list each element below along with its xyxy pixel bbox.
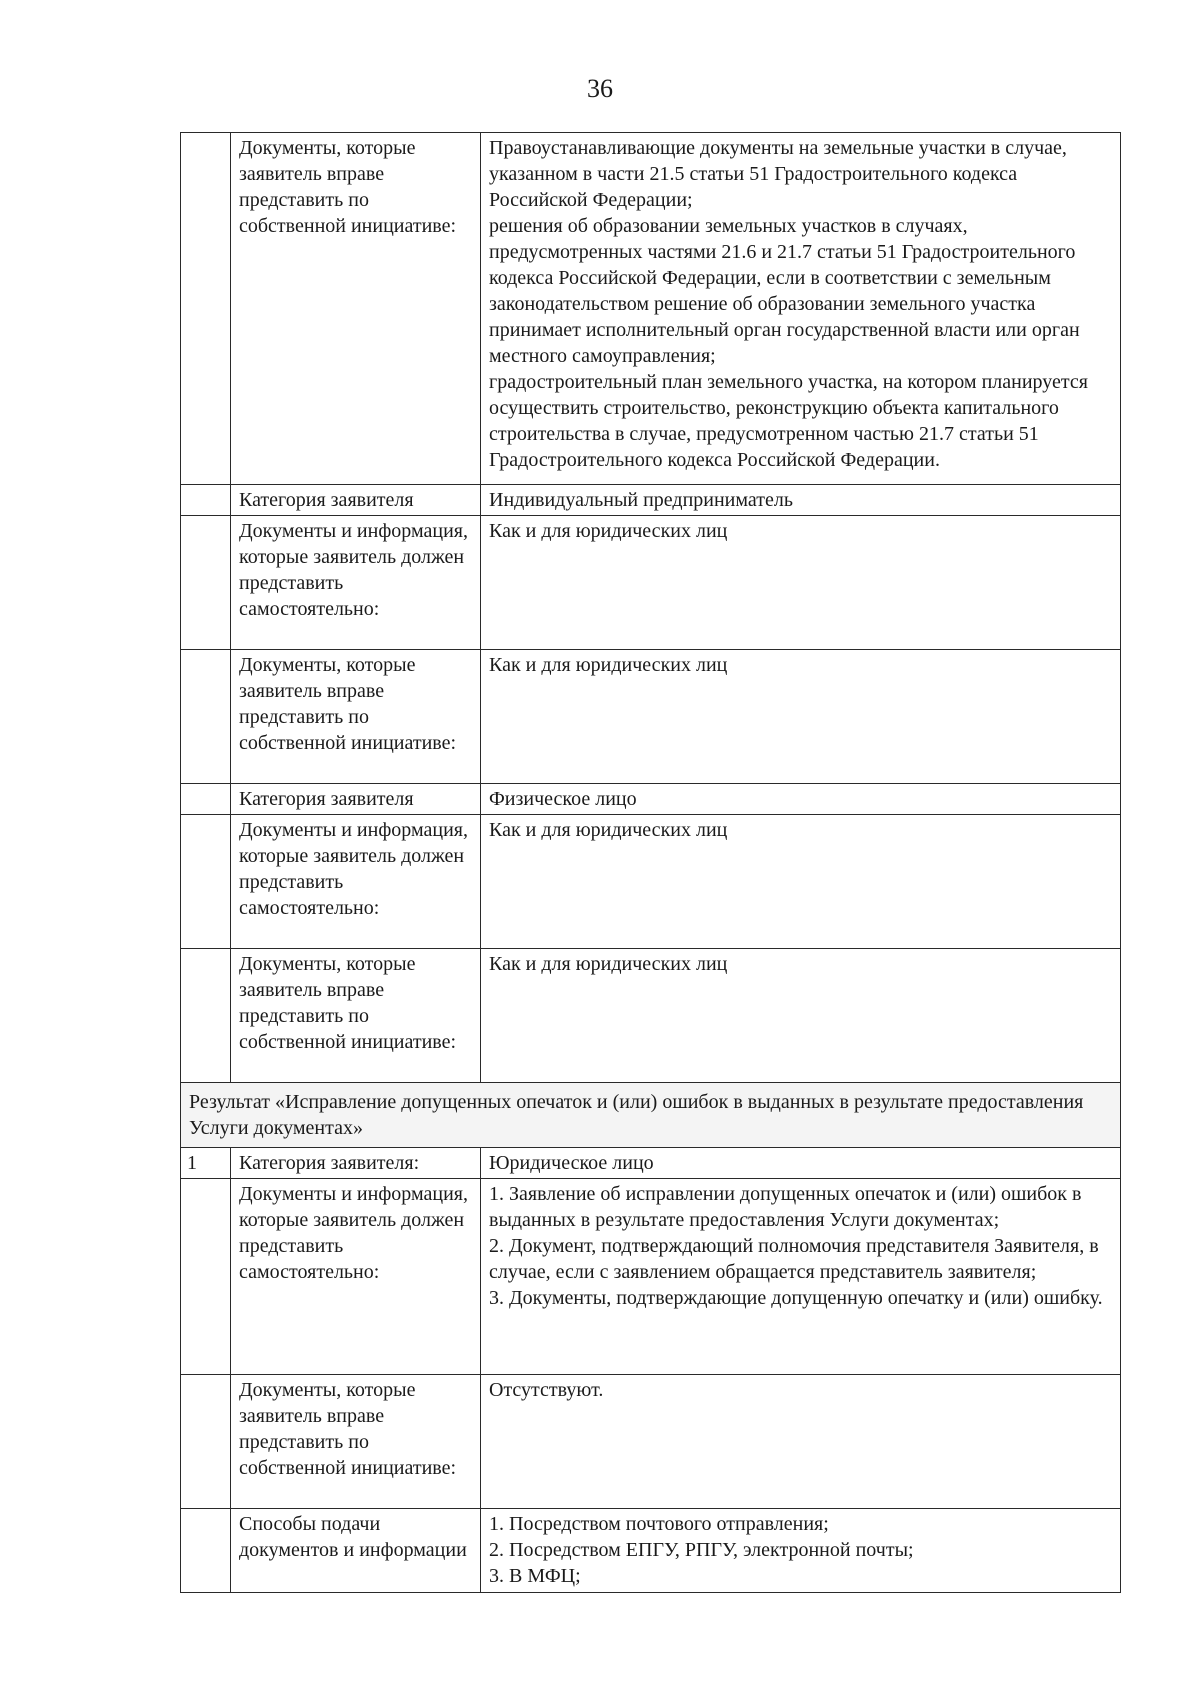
row-label-cell — [231, 949, 481, 1083]
content-line: 2. Документ, подтверждающий полномочия представителя Заявителя, в случае, если с заявлением обращается представитель заявителя; — [489, 1235, 1099, 1283]
row-number — [181, 1509, 231, 1593]
table-row — [181, 133, 1121, 485]
content-line: 3. В МФЦ; — [489, 1565, 581, 1587]
row-number-cell — [181, 784, 231, 815]
content-line: 2. Посредством ЕПГУ, РПГУ, электронной почты; — [489, 1539, 914, 1561]
row-content-cell — [481, 133, 1121, 485]
row-label: Документы, которые заявитель вправе представить по собственной инициативе: — [239, 953, 457, 1053]
row-label: Документы и информация, которые заявитель должен представить самостоятельно: — [239, 520, 468, 620]
content-line: 1. Посредством почтового отправления; — [489, 1513, 829, 1535]
row-label: Документы, которые заявитель вправе представить по собственной инициативе: — [239, 654, 457, 754]
row-content-cell — [481, 1375, 1121, 1509]
row-label-cell — [231, 485, 481, 516]
row-content-cell — [481, 516, 1121, 650]
content-line: Как и для юридических лиц — [489, 953, 728, 975]
table-row — [181, 1375, 1121, 1509]
content-line: решения об образовании земельных участков в случаях, предусмотренных частями 21.6 и 21.7 статьи 51 Градостроительного кодекса Российской Федерации, если в соответствии с земельным законодательством решение об образовании земельного участка принимает исполнительный орган государственной власти или орган местного самоуправления; — [489, 215, 1080, 367]
row-label-cell — [231, 1509, 481, 1593]
content-line: Физическое лицо — [489, 788, 637, 810]
content-line: Юридическое лицо — [489, 1152, 654, 1174]
row-content-cell — [481, 1509, 1121, 1593]
page-number: 36 — [587, 74, 613, 103]
row-label: Документы и информация, которые заявитель должен представить самостоятельно: — [239, 819, 468, 919]
row-content-cell — [481, 1179, 1121, 1375]
row-label: Категория заявителя — [239, 788, 414, 810]
row-number — [181, 1179, 231, 1375]
row-label-cell — [231, 784, 481, 815]
row-label: Документы и информация, которые заявитель должен представить самостоятельно: — [239, 1183, 468, 1283]
content-line: Правоустанавливающие документы на земельные участки в случае, указанном в части 21.5 статьи 51 Градостроительного кодекса Российской Федерации; — [489, 137, 1067, 211]
content-line: градостроительный план земельного участка, на котором планируется осуществить строительство, реконструкцию объекта капитального строительства в случае, предусмотренном частью 21.7 статьи 51 Градостроительного кодекса Российской Федерации. — [489, 371, 1088, 471]
row-label: Категория заявителя — [239, 489, 414, 511]
content-line: Отсутствуют. — [489, 1379, 604, 1401]
row-number-cell — [181, 650, 231, 784]
row-label: Документы, которые заявитель вправе представить по собственной инициативе: — [239, 1379, 457, 1479]
row-number-cell — [181, 516, 231, 650]
content-line: Индивидуальный предприниматель — [489, 489, 793, 511]
row-number — [181, 1375, 231, 1509]
row-label: Способы подачи документов и информации — [239, 1513, 467, 1561]
row-label-cell — [231, 1148, 481, 1179]
section-header-row — [181, 1083, 1121, 1148]
table-row — [181, 485, 1121, 516]
table-row — [181, 1509, 1121, 1593]
requirements-table — [180, 132, 1121, 1593]
content-line: Как и для юридических лиц — [489, 819, 728, 841]
row-number-cell — [181, 949, 231, 1083]
row-label-cell — [231, 516, 481, 650]
section-title: Результат «Исправление допущенных опечаток и (или) ошибок в выданных в результате предоставления Услуги документах» — [181, 1083, 1121, 1148]
table-row — [181, 1179, 1121, 1375]
content-line: Как и для юридических лиц — [489, 654, 728, 676]
table-row — [181, 784, 1121, 815]
row-content-cell — [481, 949, 1121, 1083]
row-label-cell — [231, 650, 481, 784]
table-row — [181, 516, 1121, 650]
row-content-cell — [481, 485, 1121, 516]
table-row — [181, 815, 1121, 949]
table-row — [181, 949, 1121, 1083]
row-number-cell — [181, 815, 231, 949]
row-label-cell — [231, 815, 481, 949]
content-line: Как и для юридических лиц — [489, 520, 728, 542]
row-content-cell — [481, 815, 1121, 949]
row-label: Документы, которые заявитель вправе представить по собственной инициативе: — [239, 137, 457, 237]
content-line: 1. Заявление об исправлении допущенных опечаток и (или) ошибок в выданных в результате предоставления Услуги документах; — [489, 1183, 1082, 1231]
table-row — [181, 650, 1121, 784]
table-row — [181, 1148, 1121, 1179]
row-label: Категория заявителя: — [239, 1152, 420, 1174]
row-number: 1 — [181, 1148, 231, 1179]
row-content-cell — [481, 784, 1121, 815]
row-label-cell — [231, 1179, 481, 1375]
row-content-cell — [481, 650, 1121, 784]
content-line: 3. Документы, подтверждающие допущенную опечатку и (или) ошибку. — [489, 1287, 1103, 1309]
row-label-cell — [231, 1375, 481, 1509]
row-number-cell — [181, 133, 231, 485]
row-content-cell — [481, 1148, 1121, 1179]
row-label-cell — [231, 133, 481, 485]
row-number-cell — [181, 485, 231, 516]
